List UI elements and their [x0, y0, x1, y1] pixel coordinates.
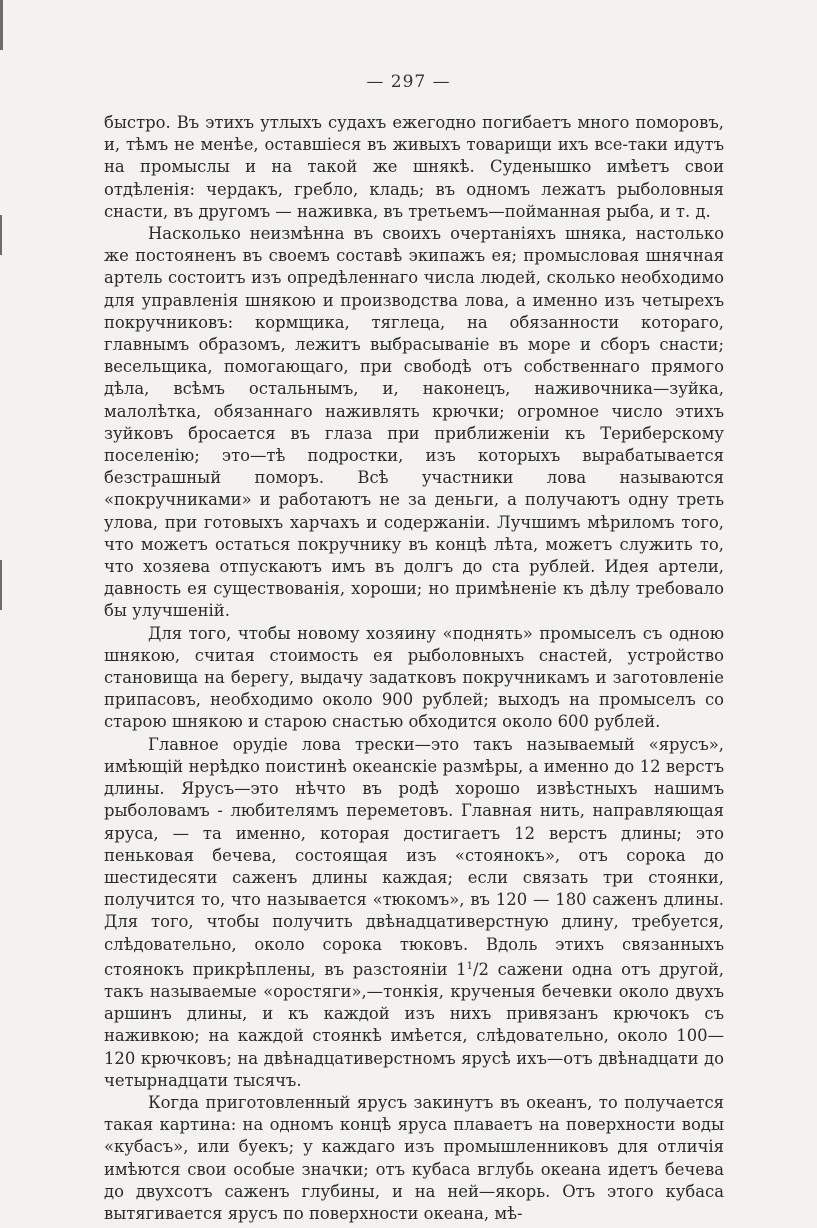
paragraph-4-text-after: сажени одна отъ другой, такъ называемые «оростяги»,—тонкія, крученыя бечевки около двухъ аршинъ длины, и къ каждой изъ нихъ привязанъ крючокъ съ наживкою; на каждой стоянкѣ имѣется, слѣдовательно, около 100—120 крючковъ; на двѣнадцативерстномъ ярусѣ ихъ—отъ двѣнадцати до четырнадцати тысячъ.: [104, 959, 724, 1090]
paragraph-3: Для того, чтобы новому хозяину «поднять» промыселъ съ одною шнякою, считая стоимость ея рыболовныхъ снастей, устройство становища на берегу, выдачу задатковъ покручникамъ и заготовленіе припасовъ, необходимо около 900 рублей; выходъ на промыселъ со старою шнякою и старою снастью обходится около 600 рублей.: [104, 623, 724, 732]
scan-edge-mark: [0, 0, 3, 50]
scan-edge-mark: [0, 215, 2, 255]
fraction-denominator: /2: [472, 959, 489, 979]
paragraph-2: Насколько неизмѣнна въ своихъ очертаніяхъ шняка, настолько же постояненъ въ своемъ составѣ экипажъ ея; промысловая шнячная артель состоитъ изъ опредѣленнаго числа людей, сколько необходимо для управленія шнякою и производства лова, а именно изъ четырехъ покручниковъ: кормщика, тяглеца, на обязанности котораго, главнымъ образомъ, лежитъ выбрасываніе въ море и сборъ снасти; весельщика, помогающаго, при свободѣ отъ собственнаго прямого дѣла, всѣмъ остальнымъ, и, наконецъ, наживочника—зуйка, малолѣтка, обязаннаго наживлять крючки; огромное число этихъ зуйковъ бросается въ глаза при приближеніи къ Териберскому поселенію; это—тѣ подростки, изъ которыхъ вырабатывается безстрашный поморъ. Всѣ участники лова называются «покручниками» и работаютъ не за деньги, а получаютъ одну треть улова, при готовыхъ харчахъ и содержаніи. Лучшимъ мѣриломъ того, что можетъ остаться покручнику въ концѣ лѣта, можетъ служить то, что хозяева отпускаютъ имъ въ долгъ до ста рублей. Идея артели, давность ея существованія, хороши; но примѣненіе къ дѣлу требовало бы улучшеній.: [104, 224, 724, 621]
paragraph-4-text-before: Главное орудіе лова трески—это такъ называемый «ярусъ», имѣющій нерѣдко поистинѣ океанскіе размѣры, а именно до 12 верстъ длины. Ярусъ—это нѣчто въ родѣ хорошо извѣстныхъ нашимъ рыболовамъ - любителямъ переметовъ. Главная нить, направляющая яруса, — та именно, которая достигаетъ 12 верстъ длины; это пеньковая бечева, состоящая изъ «стоянокъ», отъ сорока до шестидесяти саженъ длины каждая; если связать три стоянки, получится то, что называется «тюкомъ», въ 120 — 180 саженъ длины. Для того, чтобы получить двѣнадцативерстную длину, требуется, слѣдовательно, около сорока тюковъ. Вдоль этихъ связанныхъ стоянокъ прикрѣплены, въ разстояніи: [104, 734, 724, 979]
page-number: — 297 —: [366, 72, 451, 92]
paragraph-5: Когда приготовленный ярусъ закинутъ въ океанъ, то получается такая картина: на одномъ концѣ яруса плаваетъ на поверхности воды «кубасъ», или буекъ; у каждаго изъ промышленниковъ для отличія имѣются свои особые значки; отъ кубаса вглубь океана идетъ бечева до двухсотъ саженъ глубины, и на ней—якорь. Отъ этого кубаса вытягивается ярусъ по поверхности океана, мѣ-: [104, 1092, 724, 1223]
paragraph-4: [104, 734, 724, 1092]
body-text: [104, 112, 724, 1225]
fraction-one-and-half: [456, 960, 489, 979]
fraction-whole: 1: [456, 959, 467, 979]
paragraph-1: быстро. Въ этихъ утлыхъ судахъ ежегодно погибаетъ много поморовъ, и, тѣмъ не менѣе, оставшіеся въ живыхъ товарищи ихъ все-таки идутъ на промыслы и на такой же шнякѣ. Суденышко имѣетъ свои отдѣленія: чердакъ, гребло, кладь; въ одномъ лежатъ рыболовныя снасти, въ другомъ — наживка, въ третьемъ—пойманная рыба, и т. д.: [104, 113, 724, 221]
fraction-numerator: 1: [466, 960, 473, 972]
scan-edge-mark: [0, 560, 2, 610]
